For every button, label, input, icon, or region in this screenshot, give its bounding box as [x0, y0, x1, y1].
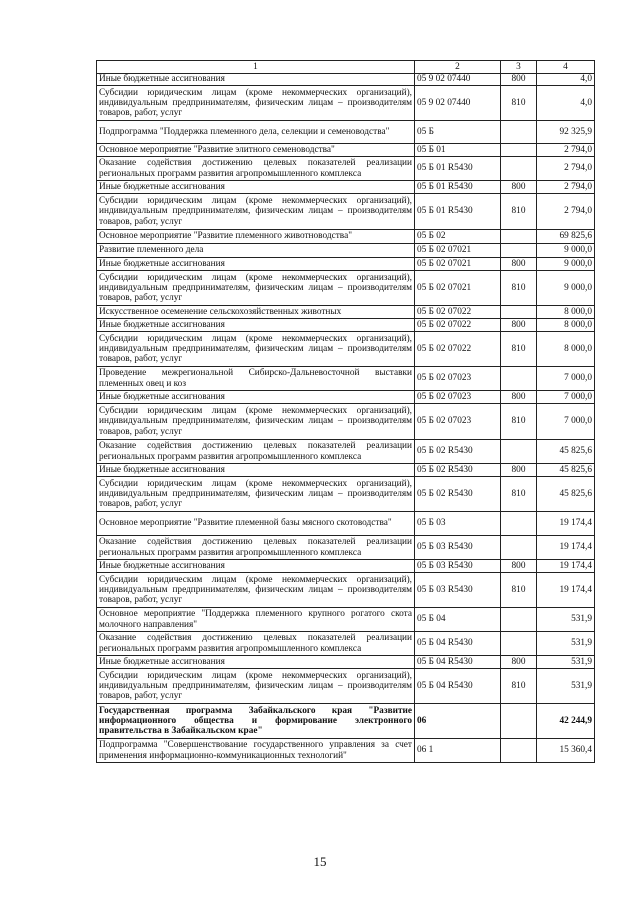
row-target-code: 05 Б — [415, 121, 501, 144]
row-expense-type — [501, 536, 537, 560]
row-amount: 531,9 — [537, 656, 595, 669]
row-target-code: 05 Б 02 07023 — [415, 367, 501, 391]
row-amount: 7 000,0 — [537, 391, 595, 404]
row-expense-type: 810 — [501, 404, 537, 440]
row-target-code: 05 Б 02 R5430 — [415, 464, 501, 477]
row-expense-type — [501, 704, 537, 739]
row-target-code: 05 Б 04 R5430 — [415, 656, 501, 669]
row-amount: 19 174,4 — [537, 560, 595, 573]
row-description: Оказание содействия достижению целевых показателей реализации региональных программ развития агропромышленного комплекса — [97, 440, 415, 464]
row-description: Иные бюджетные ассигнования — [97, 319, 415, 332]
row-expense-type: 810 — [501, 194, 537, 230]
row-expense-type — [501, 144, 537, 157]
row-description: Субсидии юридическим лицам (кроме некоммерческих организаций), индивидуальным предпринимателям, физическим лицам – производителям товаров, работ, услуг — [97, 404, 415, 440]
row-amount: 2 794,0 — [537, 157, 595, 181]
table-header-row — [97, 61, 595, 74]
row-amount: 531,9 — [537, 608, 595, 632]
table-row — [97, 464, 595, 477]
table-row — [97, 181, 595, 194]
table-row — [97, 656, 595, 669]
row-target-code: 05 Б 01 R5430 — [415, 194, 501, 230]
row-expense-type: 810 — [501, 271, 537, 306]
table-row — [97, 121, 595, 144]
row-target-code: 05 Б 04 R5430 — [415, 632, 501, 656]
row-expense-type: 800 — [501, 391, 537, 404]
row-expense-type: 810 — [501, 573, 537, 608]
row-amount: 9 000,0 — [537, 258, 595, 271]
table-row — [97, 86, 595, 121]
row-description: Оказание содействия достижению целевых показателей реализации региональных программ развития агропромышленного комплекса — [97, 632, 415, 656]
row-amount: 69 825,6 — [537, 230, 595, 244]
table-row — [97, 157, 595, 181]
row-target-code: 05 Б 03 R5430 — [415, 536, 501, 560]
row-amount: 19 174,4 — [537, 512, 595, 536]
row-expense-type — [501, 244, 537, 258]
row-amount: 531,9 — [537, 632, 595, 656]
row-target-code: 06 1 — [415, 739, 501, 763]
table-row — [97, 536, 595, 560]
row-description: Оказание содействия достижению целевых показателей реализации региональных программ развития агропромышленного комплекса — [97, 157, 415, 181]
row-target-code: 05 Б 01 — [415, 144, 501, 157]
row-amount: 531,9 — [537, 669, 595, 704]
row-amount: 92 325,9 — [537, 121, 595, 144]
table-row — [97, 391, 595, 404]
row-target-code: 05 Б 02 R5430 — [415, 477, 501, 512]
row-amount: 2 794,0 — [537, 144, 595, 157]
row-expense-type — [501, 632, 537, 656]
row-amount: 45 825,6 — [537, 464, 595, 477]
row-expense-type: 810 — [501, 477, 537, 512]
table-row — [97, 632, 595, 656]
row-target-code: 05 Б 02 07022 — [415, 319, 501, 332]
row-description: Развитие племенного дела — [97, 244, 415, 258]
row-description: Иные бюджетные ассигнования — [97, 560, 415, 573]
row-expense-type — [501, 608, 537, 632]
row-target-code: 05 Б 01 R5430 — [415, 181, 501, 194]
row-amount: 8 000,0 — [537, 332, 595, 367]
header-col-2: 2 — [415, 61, 501, 74]
table-row — [97, 74, 595, 86]
budget-table — [96, 60, 595, 763]
row-amount: 7 000,0 — [537, 367, 595, 391]
row-amount: 9 000,0 — [537, 271, 595, 306]
row-description: Субсидии юридическим лицам (кроме некоммерческих организаций), индивидуальным предпринимателям, физическим лицам – производителям товаров, работ, услуг — [97, 271, 415, 306]
row-expense-type — [501, 512, 537, 536]
row-target-code: 05 9 02 07440 — [415, 86, 501, 121]
row-description: Субсидии юридическим лицам (кроме некоммерческих организаций), индивидуальным предпринимателям, физическим лицам – производителям товаров, работ, услуг — [97, 669, 415, 704]
row-description: Оказание содействия достижению целевых показателей реализации региональных программ развития агропромышленного комплекса — [97, 536, 415, 560]
row-description: Государственная программа Забайкальского края "Развитие информационного общества и формирование электронного правительства в Забайкальском крае" — [97, 704, 415, 739]
table-row — [97, 194, 595, 230]
row-amount: 19 174,4 — [537, 536, 595, 560]
row-amount: 19 174,4 — [537, 573, 595, 608]
table-row — [97, 244, 595, 258]
row-amount: 4,0 — [537, 74, 595, 86]
row-expense-type: 800 — [501, 74, 537, 86]
row-amount: 2 794,0 — [537, 181, 595, 194]
row-amount: 15 360,4 — [537, 739, 595, 763]
row-description: Иные бюджетные ассигнования — [97, 464, 415, 477]
row-description: Иные бюджетные ассигнования — [97, 74, 415, 86]
row-expense-type: 800 — [501, 560, 537, 573]
row-expense-type — [501, 367, 537, 391]
row-target-code: 05 Б 03 R5430 — [415, 573, 501, 608]
row-description: Проведение межрегиональной Сибирско-Дальневосточной выставки племенных овец и коз — [97, 367, 415, 391]
row-description: Основное мероприятие "Развитие племенного животноводства" — [97, 230, 415, 244]
row-target-code: 05 9 02 07440 — [415, 74, 501, 86]
row-expense-type: 800 — [501, 464, 537, 477]
row-target-code: 05 Б 02 R5430 — [415, 440, 501, 464]
row-description: Основное мероприятие "Поддержка племенного крупного рогатого скота молочного направления" — [97, 608, 415, 632]
row-description: Субсидии юридическим лицам (кроме некоммерческих организаций), индивидуальным предпринимателям, физическим лицам – производителям товаров, работ, услуг — [97, 194, 415, 230]
row-target-code: 05 Б 04 R5430 — [415, 669, 501, 704]
row-description: Подпрограмма "Совершенствование государственного управления за счет применения информационно-коммуникационных технологий" — [97, 739, 415, 763]
row-amount: 45 825,6 — [537, 477, 595, 512]
row-description: Иные бюджетные ассигнования — [97, 656, 415, 669]
row-expense-type: 800 — [501, 319, 537, 332]
header-col-1: 1 — [97, 61, 415, 74]
row-amount: 7 000,0 — [537, 404, 595, 440]
table-row — [97, 608, 595, 632]
row-description: Субсидии юридическим лицам (кроме некоммерческих организаций), индивидуальным предпринимателям, физическим лицам – производителям товаров, работ, услуг — [97, 86, 415, 121]
row-target-code: 05 Б 03 R5430 — [415, 560, 501, 573]
row-target-code: 05 Б 02 07022 — [415, 306, 501, 319]
row-description: Субсидии юридическим лицам (кроме некоммерческих организаций), индивидуальным предпринимателям, физическим лицам – производителям товаров, работ, услуг — [97, 477, 415, 512]
row-expense-type: 810 — [501, 86, 537, 121]
row-description: Иные бюджетные ассигнования — [97, 181, 415, 194]
row-description: Основное мероприятие "Развитие племенной базы мясного скотоводства" — [97, 512, 415, 536]
row-target-code: 05 Б 01 R5430 — [415, 157, 501, 181]
row-target-code: 05 Б 02 07021 — [415, 271, 501, 306]
table-row — [97, 704, 595, 739]
row-expense-type: 810 — [501, 669, 537, 704]
row-description: Основное мероприятие "Развитие элитного семеноводства" — [97, 144, 415, 157]
row-description: Иные бюджетные ассигнования — [97, 258, 415, 271]
row-target-code: 05 Б 03 — [415, 512, 501, 536]
row-target-code: 05 Б 02 07022 — [415, 332, 501, 367]
page-number: 15 — [313, 854, 327, 869]
table-row — [97, 477, 595, 512]
row-amount: 4,0 — [537, 86, 595, 121]
row-target-code: 05 Б 04 — [415, 608, 501, 632]
table-row — [97, 512, 595, 536]
table-row — [97, 319, 595, 332]
row-target-code: 05 Б 02 07021 — [415, 244, 501, 258]
row-description: Иные бюджетные ассигнования — [97, 391, 415, 404]
table-row — [97, 440, 595, 464]
table-row — [97, 669, 595, 704]
row-expense-type: 800 — [501, 181, 537, 194]
row-amount: 8 000,0 — [537, 306, 595, 319]
row-expense-type: 810 — [501, 332, 537, 367]
row-amount: 2 794,0 — [537, 194, 595, 230]
row-description: Субсидии юридическим лицам (кроме некоммерческих организаций), индивидуальным предпринимателям, физическим лицам – производителям товаров, работ, услуг — [97, 332, 415, 367]
row-description: Искусственное осеменение сельскохозяйственных животных — [97, 306, 415, 319]
row-amount: 45 825,6 — [537, 440, 595, 464]
row-target-code: 06 — [415, 704, 501, 739]
table-row — [97, 739, 595, 763]
row-amount: 42 244,9 — [537, 704, 595, 739]
row-expense-type: 800 — [501, 258, 537, 271]
row-expense-type — [501, 739, 537, 763]
table-row — [97, 230, 595, 244]
row-target-code: 05 Б 02 07021 — [415, 258, 501, 271]
table-row — [97, 404, 595, 440]
table-body — [97, 74, 595, 763]
row-expense-type — [501, 440, 537, 464]
row-target-code: 05 Б 02 — [415, 230, 501, 244]
table-row — [97, 258, 595, 271]
row-target-code: 05 Б 02 07023 — [415, 391, 501, 404]
header-col-4: 4 — [537, 61, 595, 74]
table-row — [97, 367, 595, 391]
row-expense-type — [501, 157, 537, 181]
row-expense-type — [501, 306, 537, 319]
table-row — [97, 560, 595, 573]
table-row — [97, 573, 595, 608]
row-amount: 9 000,0 — [537, 244, 595, 258]
row-target-code: 05 Б 02 07023 — [415, 404, 501, 440]
table-row — [97, 306, 595, 319]
row-expense-type — [501, 121, 537, 144]
table-row — [97, 332, 595, 367]
row-description: Подпрограмма "Поддержка племенного дела, селекции и семеноводства" — [97, 121, 415, 144]
header-col-3: 3 — [501, 61, 537, 74]
table-row — [97, 271, 595, 306]
row-expense-type: 800 — [501, 656, 537, 669]
table-row — [97, 144, 595, 157]
row-description: Субсидии юридическим лицам (кроме некоммерческих организаций), индивидуальным предпринимателям, физическим лицам – производителям товаров, работ, услуг — [97, 573, 415, 608]
row-amount: 8 000,0 — [537, 319, 595, 332]
row-expense-type — [501, 230, 537, 244]
